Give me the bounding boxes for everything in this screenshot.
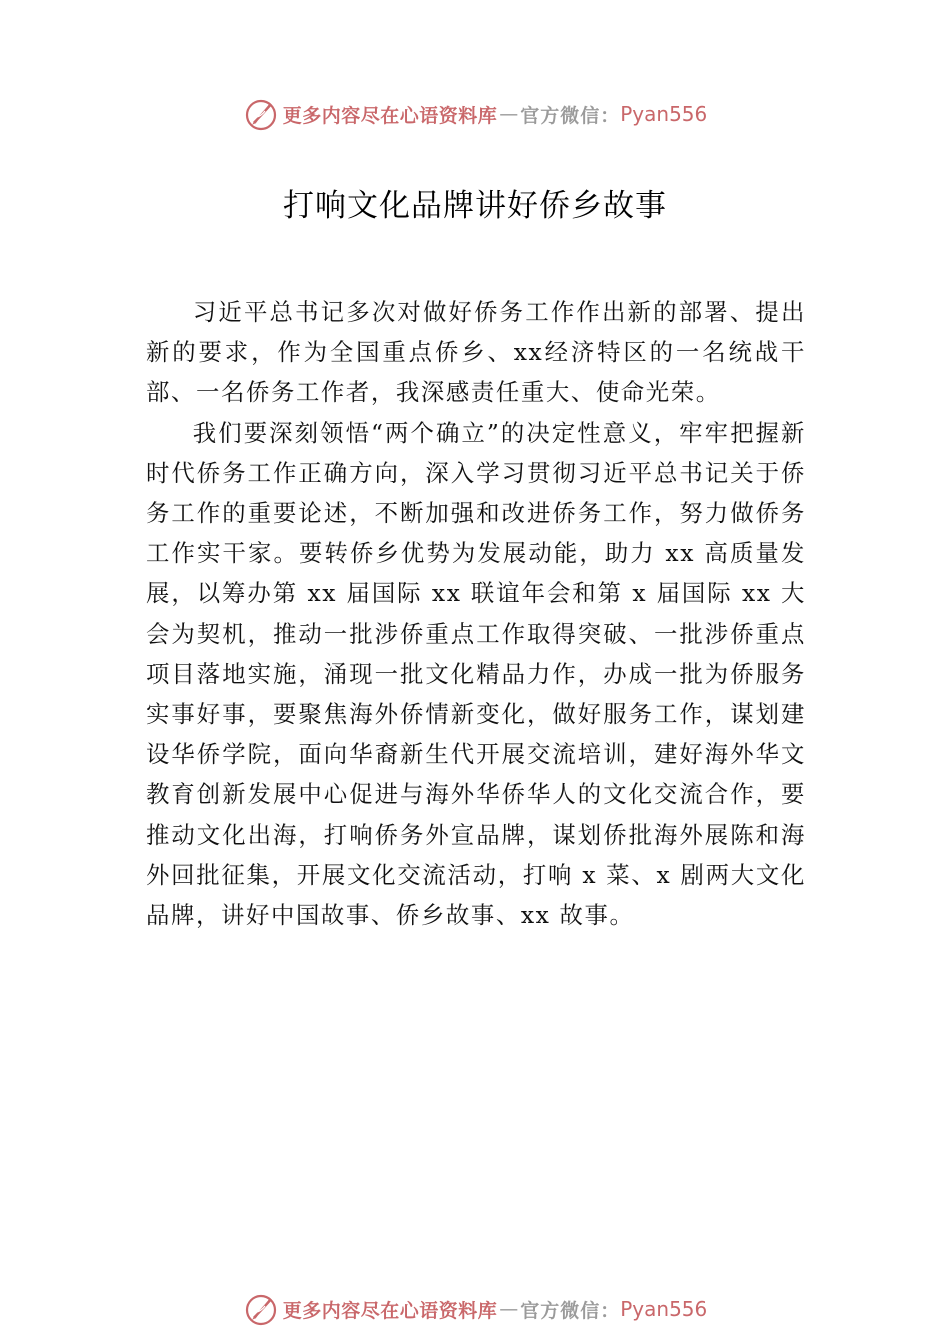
- footer-banner[interactable]: [0, 1287, 950, 1331]
- pen-logo-icon: [243, 96, 279, 132]
- banner-dash: —: [499, 103, 519, 125]
- header-banner[interactable]: [0, 92, 950, 136]
- paragraph-2: 我们要深刻领悟“两个确立”的决定性意义，牢牢把握新时代侨务工作正确方向，深入学习贯彻习近平总书记关于侨务工作的重要论述，不断加强和改进侨务工作，努力做侨务工作实干家。要转侨乡优势为发展动能，助力 xx 高质量发展，以筹办第 xx 届国际 xx 联谊年会和第 x 届国际 xx 大会为契机，推动一批涉侨重点工作取得突破、一批涉侨重点项目落地实施，涌现一批文化精品力作，办成一批为侨服务实事好事，要聚焦海外侨情新变化，做好服务工作，谋划建设华侨学院，面向华裔新生代开展交流培训，建好海外华文教育创新发展中心促进与海外华侨华人的文化交流合作，要推动文化出海，打响侨务外宣品牌，谋划侨批海外展陈和海外回批征集，开展文化交流活动，打响 x 菜、x 剧两大文化品牌，讲好中国故事、侨乡故事、xx 故事。: [146, 418, 806, 930]
- banner-wechat-id: Pyan556: [620, 102, 708, 126]
- document-title: 打响文化品牌讲好侨乡故事: [283, 188, 667, 224]
- paragraph-1: 习近平总书记多次对做好侨务工作作出新的部署、提出新的要求，作为全国重点侨乡、xx经济特区的一名统战干部、一名侨务工作者，我深感责任重大、使命光荣。: [146, 298, 806, 407]
- banner-wechat-label: 官方微信：: [520, 1299, 621, 1322]
- document-body: [146, 292, 806, 935]
- banner-wechat-id: Pyan556: [620, 1297, 708, 1321]
- banner-slogan: 更多内容尽在心语资料库: [282, 1299, 498, 1322]
- banner-slogan: 更多内容尽在心语资料库: [282, 104, 498, 127]
- pen-logo-icon: [243, 1291, 279, 1327]
- banner-wechat-label: 官方微信：: [520, 104, 621, 127]
- banner-dash: —: [499, 1298, 519, 1320]
